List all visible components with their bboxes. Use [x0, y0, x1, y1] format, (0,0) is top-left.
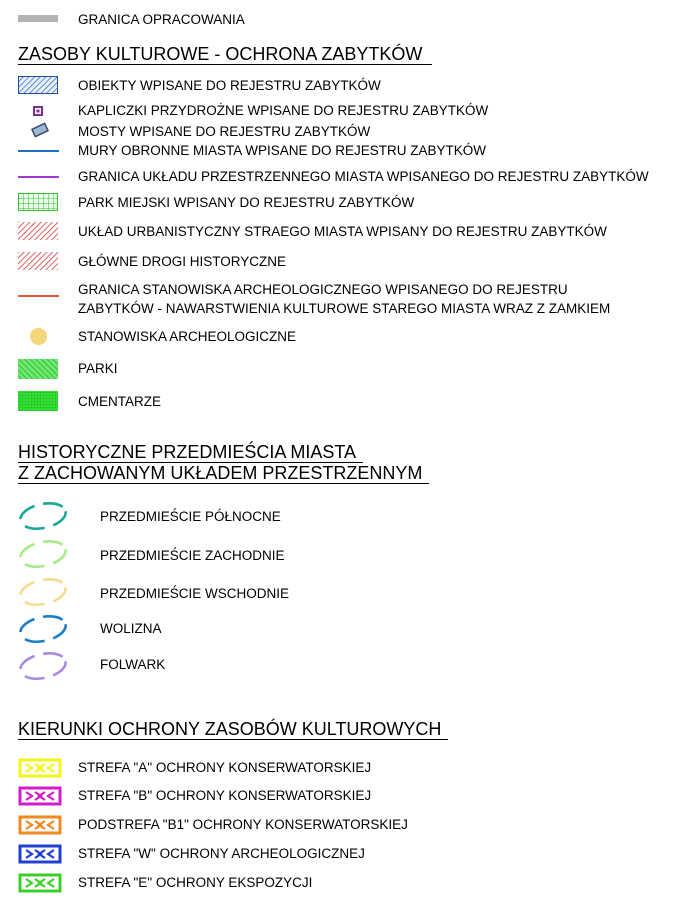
- item-8-label: GŁÓWNE DROGI HISTORYCZNE: [78, 254, 287, 269]
- chapel-icon: [33, 106, 43, 116]
- suburb-north-label: PRZEDMIEŚCIE PÓŁNOCNE: [100, 509, 281, 524]
- item-3-label: MOSTY WPISANE DO REJESTRU ZABYTKÓW: [78, 124, 371, 139]
- item-2-label: KAPLICZKI PRZYDROŻNE WPISANE DO REJESTRU ZABYTKÓW: [78, 103, 489, 118]
- item-1-label: OBIEKTY WPISANE DO REJESTRU ZABYTKÓW: [78, 78, 381, 93]
- zone-b-label: STREFA "B" OCHRONY KONSERWATORSKIEJ: [78, 788, 372, 803]
- section1-title: ZASOBY KULTUROWE - OCHRONA ZABYTKÓW: [18, 44, 423, 64]
- yellow-dot-symbol: [30, 328, 47, 345]
- red-hatched-roads-symbol: [18, 252, 58, 270]
- folwark-label: FOLWARK: [100, 657, 166, 672]
- dashed-ellipse-west: [16, 537, 70, 571]
- suburb-east-label: PRZEDMIEŚCIE WSCHODNIE: [100, 586, 290, 601]
- item-4-label: MURY OBRONNE MIASTA WPISANE DO REJESTRU ZABYTKÓW: [78, 143, 487, 158]
- wolizna-label: WOLIZNA: [100, 621, 162, 636]
- section3-title: KIERUNKI OCHRONY ZASOBÓW KULTUROWYCH: [18, 719, 442, 739]
- section2-underline-2: [18, 483, 429, 484]
- suburb-west-label: PRZEDMIEŚCIE ZACHODNIE: [100, 548, 285, 563]
- boundary-symbol: [18, 15, 58, 22]
- item-9-label-line2: ZABYTKÓW - NAWARSTWIENIA KULTUROWE STAREGO MIASTA WRAZ Z ZAMKIEM: [78, 301, 611, 316]
- zone-a-label: STREFA "A" OCHRONY KONSERWATORSKIEJ: [78, 760, 372, 775]
- zone-w-label: STREFA "W" OCHRONY ARCHEOLOGICZNEJ: [78, 846, 365, 861]
- section2-title-line1: HISTORYCZNE PRZEDMIEŚCIA MIASTA: [18, 442, 357, 462]
- zone-w-symbol: [18, 844, 62, 864]
- section3-underline: [18, 739, 448, 740]
- bridge-icon: [32, 124, 48, 136]
- purple-line-symbol: [18, 176, 59, 178]
- item-12-label: CMENTARZE: [78, 394, 161, 409]
- dashed-ellipse-north: [16, 499, 70, 533]
- section1-underline: [18, 64, 432, 65]
- zone-e-label: STREFA "E" OCHRONY EKSPOZYCJI: [78, 875, 313, 890]
- green-grid-box-symbol: [18, 193, 58, 211]
- item-5-label: GRANICA UKŁADU PRZESTRZENNEGO MIASTA WPISANEGO DO REJESTRU ZABYTKÓW: [78, 169, 649, 184]
- boundary-label: GRANICA OPRACOWANIA: [78, 12, 245, 27]
- green-hatched-box-symbol: [18, 359, 58, 379]
- red-hatched-box-symbol: [18, 222, 58, 240]
- dashed-ellipse-wolizna: [16, 612, 70, 646]
- red-line-symbol: [18, 295, 59, 297]
- item-9-label-line1: GRANICA STANOWISKA ARCHEOLOGICZNEGO WPISANEGO DO REJESTRU: [78, 282, 568, 297]
- item-7-label: UKŁAD URBANISTYCZNY STRAEGO MIASTA WPISANY DO REJESTRU ZABYTKÓW: [78, 224, 607, 239]
- dashed-ellipse-folwark: [16, 649, 70, 683]
- blue-line-symbol: [18, 150, 59, 152]
- section2-title-line2: Z ZACHOWANYM UKŁADEM PRZESTRZENNYM: [18, 463, 423, 483]
- zone-b1-label: PODSTREFA "B1" OCHRONY KONSERWATORSKIEJ: [78, 817, 408, 832]
- item-10-label: STANOWISKA ARCHEOLOGICZNE: [78, 329, 297, 344]
- zone-a-symbol: [18, 758, 62, 778]
- zone-b-symbol: [18, 786, 62, 806]
- dashed-ellipse-east: [16, 575, 70, 609]
- item-6-label: PARK MIEJSKI WPISANY DO REJESTRU ZABYTKÓW: [78, 195, 415, 210]
- green-dotted-box-symbol: [18, 391, 58, 411]
- zone-e-symbol: [18, 873, 62, 893]
- item-11-label: PARKI: [78, 361, 118, 376]
- zone-b1-symbol: [18, 815, 62, 835]
- blue-hatched-box-symbol: [18, 76, 58, 94]
